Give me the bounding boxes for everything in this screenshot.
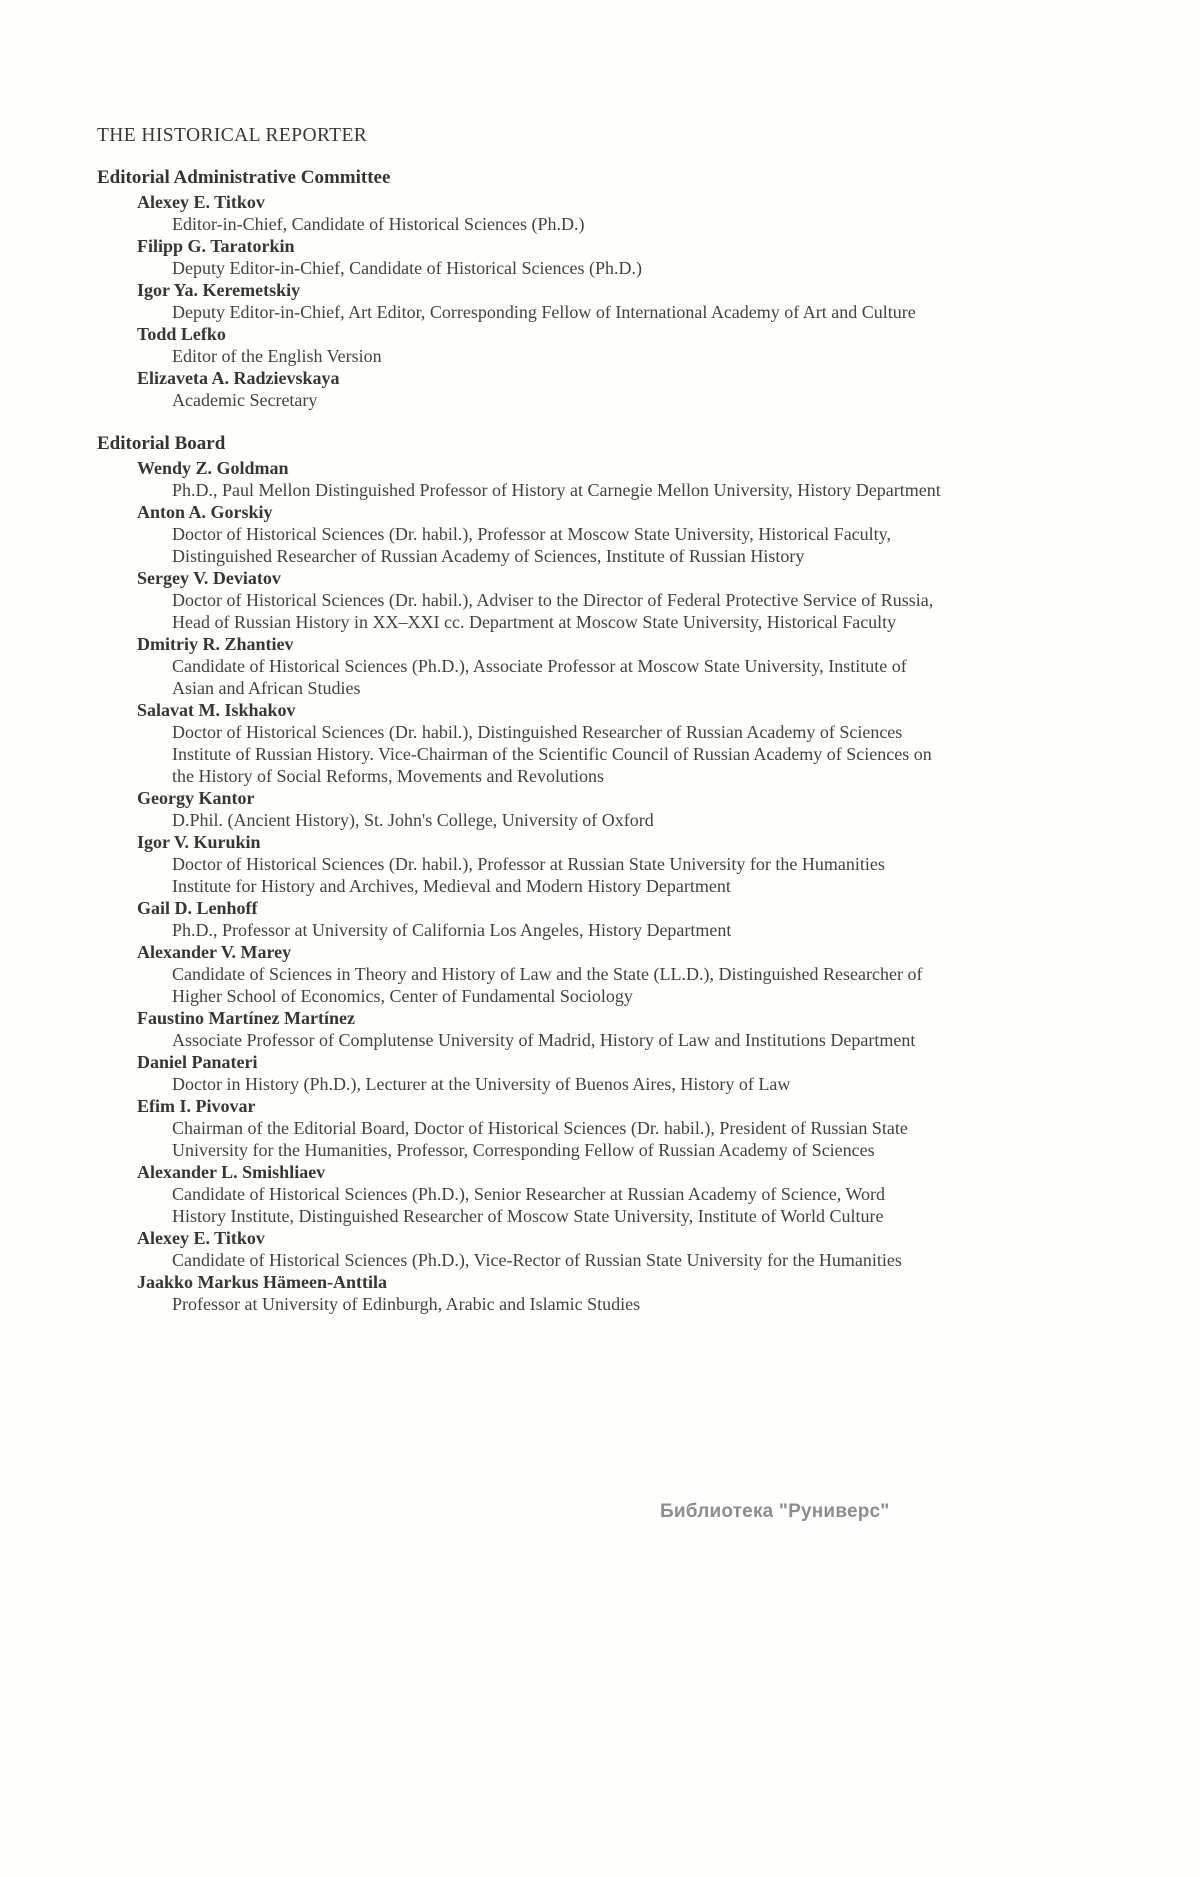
editorial-section [97, 166, 942, 411]
member-name: Anton A. Gorskiy [137, 502, 273, 522]
member-name: Igor Ya. Keremetskiy [137, 280, 301, 300]
editorial-section [97, 432, 942, 1315]
member-name: Alexey E. Titkov [137, 192, 265, 212]
member-role: Doctor in History (Ph.D.), Lecturer at the University of Buenos Aires, History of Law [172, 1074, 791, 1094]
section-heading: Editorial Board [97, 433, 226, 454]
member-role: Candidate of Historical Sciences (Ph.D.), Associate Professor at Moscow State University, Institute of Asian and African Studies [172, 656, 907, 698]
member-role: Doctor of Historical Sciences (Dr. habil.), Adviser to the Director of Federal Protective Service of Russia, Head of Russian History in XX–XXI cc. Department at Moscow State University, Historical Faculty [172, 590, 934, 632]
member-name: Alexander L. Smishliaev [137, 1162, 326, 1182]
member-role: Ph.D., Paul Mellon Distinguished Professor of History at Carnegie Mellon University, History Department [172, 480, 941, 500]
member-name: Todd Lefko [137, 324, 226, 344]
member-role: Candidate of Historical Sciences (Ph.D.), Vice-Rector of Russian State University for the Humanities [172, 1250, 902, 1270]
member-entry [97, 367, 942, 411]
member-entry [97, 279, 942, 323]
member-role: Deputy Editor-in-Chief, Candidate of Historical Sciences (Ph.D.) [172, 258, 643, 278]
member-name: Filipp G. Taratorkin [137, 236, 295, 256]
member-role: Editor-in-Chief, Candidate of Historical Sciences (Ph.D.) [172, 214, 585, 234]
member-name: Elizaveta A. Radzievskaya [137, 368, 340, 388]
editorial-sections [97, 166, 942, 1315]
member-entry [97, 1227, 942, 1271]
member-role: Deputy Editor-in-Chief, Art Editor, Corresponding Fellow of International Academy of Art and Culture [172, 302, 916, 322]
member-role: D.Phil. (Ancient History), St. John's College, University of Oxford [172, 810, 654, 830]
member-role: Chairman of the Editorial Board, Doctor of Historical Sciences (Dr. habil.), President of Russian State University for the Humanities, Professor, Corresponding Fellow of Russian Academy of Sciences [172, 1118, 908, 1160]
member-name: Sergey V. Deviatov [137, 568, 281, 588]
member-role: Editor of the English Version [172, 346, 382, 366]
member-name: Jaakko Markus Hämeen-Anttila [137, 1272, 388, 1292]
member-role: Candidate of Sciences in Theory and History of Law and the State (LL.D.), Distinguished Researcher of Higher School of Economics, Center of Fundamental Sociology [172, 964, 923, 1006]
member-name: Efim I. Pivovar [137, 1096, 256, 1116]
member-entry [97, 235, 942, 279]
member-role: Professor at University of Edinburgh, Arabic and Islamic Studies [172, 1294, 641, 1314]
member-name: Daniel Panateri [137, 1052, 258, 1072]
member-entry [97, 191, 942, 235]
page-content [97, 124, 942, 1315]
member-entry [97, 457, 942, 501]
library-credit: Библиотека "Руниверс" [660, 1501, 890, 1522]
member-name: Salavat M. Iskhakov [137, 700, 296, 720]
member-entry [97, 1007, 942, 1051]
member-name: Wendy Z. Goldman [137, 458, 289, 478]
member-name: Georgy Kantor [137, 788, 255, 808]
member-entry [97, 897, 942, 941]
member-entry [97, 1095, 942, 1161]
member-entry [97, 831, 942, 897]
member-entry [97, 1161, 942, 1227]
member-entry [97, 787, 942, 831]
section-heading: Editorial Administrative Committee [97, 167, 391, 188]
member-role: Doctor of Historical Sciences (Dr. habil.), Professor at Russian State University for the Humanities Institute for History and Archives, Medieval and Modern History Department [172, 854, 885, 896]
member-name: Gail D. Lenhoff [137, 898, 258, 918]
member-entry [97, 1051, 942, 1095]
member-role: Ph.D., Professor at University of California Los Angeles, History Department [172, 920, 732, 940]
member-entry [97, 633, 942, 699]
member-entry [97, 941, 942, 1007]
member-role: Academic Secretary [172, 390, 318, 410]
member-role: Doctor of Historical Sciences (Dr. habil.), Distinguished Researcher of Russian Academy of Sciences Institute of Russian History. Vice-Chairman of the Scientific Council of Russian Academy of Sciences on the History of Social Reforms, Movements and Revolutions [172, 722, 932, 786]
member-name: Faustino Martínez Martínez [137, 1008, 355, 1028]
member-name: Alexey E. Titkov [137, 1228, 265, 1248]
member-entry [97, 567, 942, 633]
member-role: Associate Professor of Complutense University of Madrid, History of Law and Institutions Department [172, 1030, 916, 1050]
member-entry [97, 699, 942, 787]
member-name: Alexander V. Marey [137, 942, 292, 962]
member-entry [97, 501, 942, 567]
member-name: Dmitriy R. Zhantiev [137, 634, 294, 654]
member-entry [97, 323, 942, 367]
member-role: Doctor of Historical Sciences (Dr. habil.), Professor at Moscow State University, Historical Faculty, Distinguished Researcher of Russian Academy of Sciences, Institute of Russian History [172, 524, 892, 566]
journal-title: THE HISTORICAL REPORTER [97, 125, 368, 146]
member-role: Candidate of Historical Sciences (Ph.D.), Senior Researcher at Russian Academy of Science, Word History Institute, Distinguished Researcher of Moscow State University, Institute of World Culture [172, 1184, 886, 1226]
member-entry [97, 1271, 942, 1315]
member-name: Igor V. Kurukin [137, 832, 261, 852]
